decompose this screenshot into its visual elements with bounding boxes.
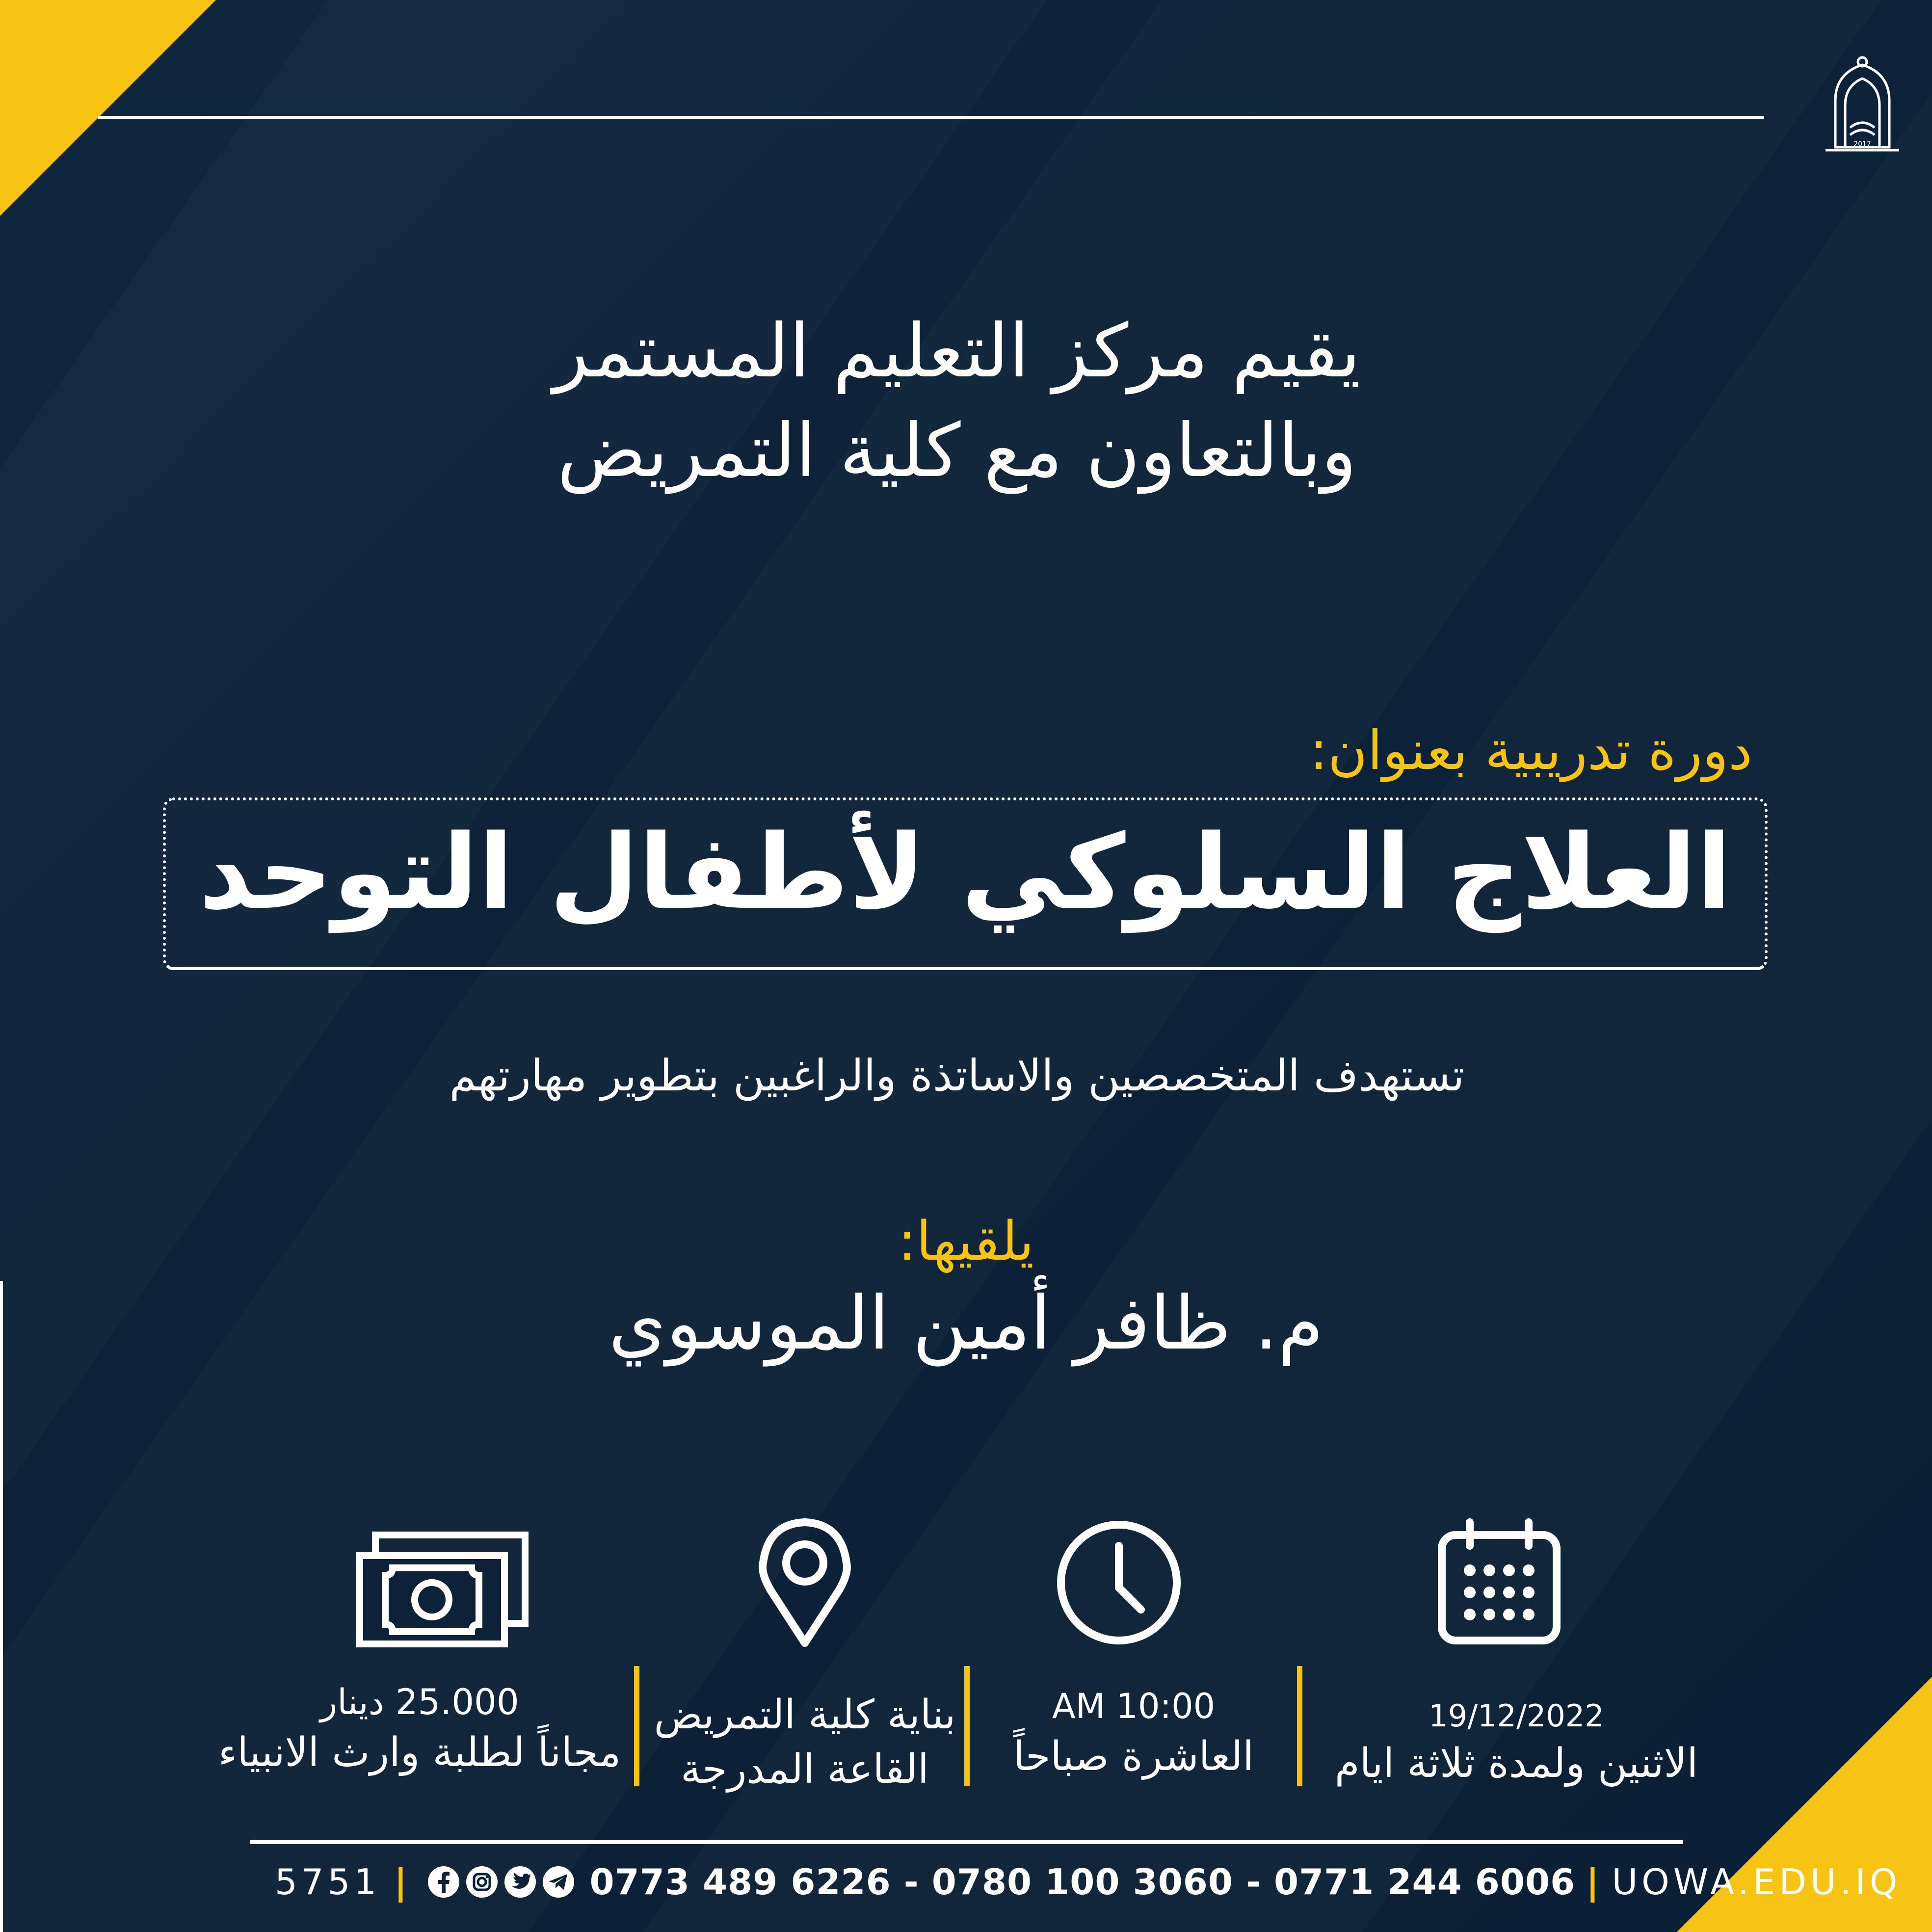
price-info <box>216 1678 623 1780</box>
date-duration: الاثنين ولمدة ثلاثة ايام <box>1334 1740 1698 1787</box>
facebook-icon[interactable] <box>427 1865 460 1899</box>
footer-divider <box>250 1840 1683 1844</box>
money-icon <box>356 1531 530 1649</box>
separator-bar <box>964 1666 970 1786</box>
intro-heading <box>442 302 1472 501</box>
telegram-icon[interactable] <box>542 1865 575 1899</box>
date-info <box>1315 1695 1718 1791</box>
separator-bar <box>1297 1666 1302 1786</box>
top-divider <box>98 116 1764 119</box>
price-value: 25.000 دينار <box>320 1681 519 1722</box>
footer-contact-bar <box>245 1860 1902 1904</box>
course-audience: تستهدف المتخصصين والاساتذة والراغبين بتطوير مهارتهم <box>449 1050 1465 1101</box>
separator-bar <box>634 1666 639 1786</box>
course-label: دورة تدريبية بعنوان: <box>1309 719 1752 782</box>
intro-line-2: وبالتعاون مع كلية التمريض <box>557 408 1357 494</box>
intro-line-1: يقيم مركز التعليم المستمر <box>553 309 1361 394</box>
social-icons <box>427 1865 575 1899</box>
price-note: مجاناً لطلبة وارث الانبياء <box>218 1729 621 1776</box>
location-hall: القاعة المدرجة <box>681 1746 929 1793</box>
time-info <box>981 1683 1286 1784</box>
top-left-corner-accent <box>0 0 216 216</box>
lecturer-name: م. ظافر أمين الموسوي <box>609 1281 1323 1366</box>
clock-icon <box>1053 1516 1185 1649</box>
svg-text:2017: 2017 <box>1853 140 1871 148</box>
twitter-icon[interactable] <box>503 1865 537 1899</box>
short-phone[interactable]: 5751 <box>275 1861 381 1903</box>
phone-numbers[interactable]: 0773 489 6226 - 0780 100 3060 - 0771 244 6006 <box>589 1861 1576 1903</box>
date-value: 19/12/2022 <box>1429 1698 1604 1734</box>
location-info <box>648 1688 962 1797</box>
time-value: 10:00 AM <box>1052 1686 1216 1726</box>
website-link[interactable]: UOWA.EDU.IQ <box>1612 1861 1902 1903</box>
location-building: بناية كلية التمريض <box>654 1692 956 1738</box>
footer-separator: | <box>394 1861 407 1903</box>
instagram-icon[interactable] <box>465 1865 499 1899</box>
university-logo <box>1816 54 1909 155</box>
lecturer-label: يلقيها: <box>898 1210 1034 1272</box>
calendar-icon <box>1433 1516 1565 1649</box>
footer-separator: | <box>1586 1861 1599 1903</box>
left-edge-line <box>0 1281 3 1932</box>
location-pin-icon <box>756 1516 854 1649</box>
time-text: العاشرة صباحاً <box>1013 1733 1254 1780</box>
course-title: العلاج السلوكي لأطفال التوحد <box>199 812 1732 932</box>
